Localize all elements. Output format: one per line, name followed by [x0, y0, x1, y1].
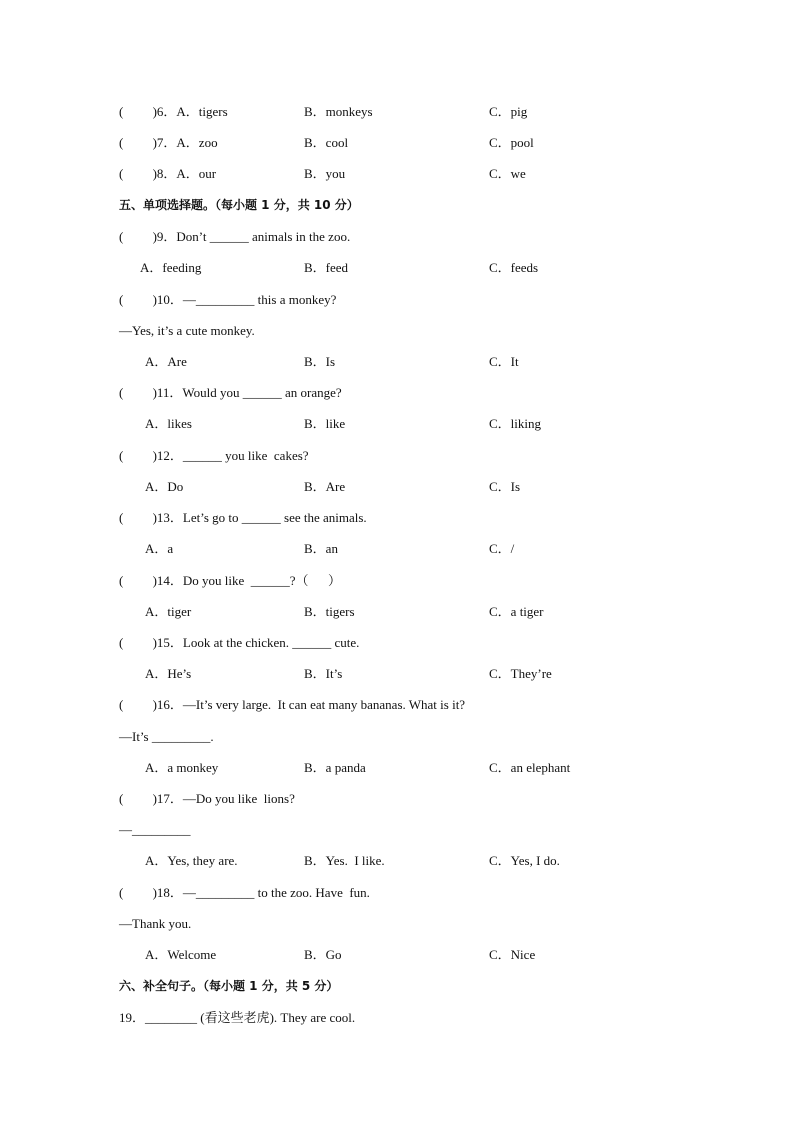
option-c: C．It [489, 354, 519, 369]
question-line [0, 570, 794, 592]
question-text: ( )12．______ you like cakes? [119, 448, 309, 463]
option-b: B．tigers [304, 604, 355, 619]
option-c: C．Nice [489, 947, 536, 962]
question-line [0, 726, 794, 748]
question-line [0, 850, 794, 872]
question-line [0, 757, 794, 779]
question-line [0, 1007, 794, 1029]
question-option-a: ( )8．A．our [119, 166, 217, 181]
question-text: 19．________ (看这些老虎). They are cool. [119, 1010, 356, 1025]
question-text: ( )17．—Do you like lions? [119, 791, 295, 806]
option-c: C．They’re [489, 666, 552, 681]
question-text: ( )14．Do you like ______?（ ） [119, 573, 342, 588]
option-a: A．a monkey [145, 760, 219, 775]
question-line [0, 163, 794, 185]
question-line [0, 913, 794, 935]
option-c: C．a tiger [489, 604, 544, 619]
question-text: —Thank you. [119, 916, 192, 931]
question-line [0, 538, 794, 560]
section-title: 六、补全句子。（每小题 1 分，共 5 分） [119, 979, 339, 993]
option-b: B．feed [304, 260, 349, 275]
option-b: B．Go [304, 947, 342, 962]
option-a: A．He’s [145, 666, 192, 681]
question-text: ( )11．Would you ______ an orange? [119, 385, 342, 400]
section-heading [0, 975, 794, 997]
question-line [0, 226, 794, 248]
question-text: ( )9．Don’t ______ animals in the zoo. [119, 229, 351, 244]
question-line [0, 445, 794, 467]
option-b: B．monkeys [304, 104, 373, 119]
option-a: A．feeding [140, 260, 202, 275]
question-line [0, 944, 794, 966]
option-c: C．/ [489, 541, 515, 556]
option-b: B．Yes. I like. [304, 853, 385, 868]
question-line [0, 101, 794, 123]
question-line [0, 289, 794, 311]
option-c: C．an elephant [489, 760, 571, 775]
question-line [0, 257, 794, 279]
question-line [0, 351, 794, 373]
question-text: —It’s _________. [119, 729, 214, 744]
question-line [0, 694, 794, 716]
question-text: —Yes, it’s a cute monkey. [119, 323, 255, 338]
option-a: A．tiger [145, 604, 192, 619]
question-text: ( )10．—_________ this a monkey? [119, 292, 337, 307]
question-option-a: ( )7．A．zoo [119, 135, 218, 150]
option-b: B．like [304, 416, 346, 431]
question-line [0, 476, 794, 498]
question-text: ( )13．Let’s go to ______ see the animals. [119, 510, 367, 525]
option-c: C．Is [489, 479, 521, 494]
option-a: A．Do [145, 479, 184, 494]
option-a: A．likes [145, 416, 192, 431]
option-a: A．Yes, they are. [145, 853, 238, 868]
question-line [0, 601, 794, 623]
option-b: B．Are [304, 479, 346, 494]
section-heading [0, 194, 794, 216]
option-c: C．Yes, I do. [489, 853, 560, 868]
question-line [0, 320, 794, 342]
option-a: A．Welcome [145, 947, 217, 962]
question-line [0, 413, 794, 435]
question-text: ( )16．—It’s very large. It can eat many bananas. What is it? [119, 697, 466, 712]
option-c: C．pool [489, 135, 534, 150]
option-b: B．you [304, 166, 346, 181]
question-line [0, 632, 794, 654]
option-b: B．Is [304, 354, 336, 369]
option-a: A．a [145, 541, 174, 556]
question-text: ( )15．Look at the chicken. ______ cute. [119, 635, 360, 650]
question-line [0, 132, 794, 154]
question-line [0, 382, 794, 404]
question-option-a: ( )6．A．tigers [119, 104, 228, 119]
question-line [0, 507, 794, 529]
section-title: 五、单项选择题。（每小题 1 分，共 10 分） [119, 198, 359, 212]
question-line [0, 663, 794, 685]
question-line [0, 882, 794, 904]
option-b: B．It’s [304, 666, 343, 681]
option-b: B．cool [304, 135, 349, 150]
question-text: ( )18．—_________ to the zoo. Have fun. [119, 885, 370, 900]
option-b: B．an [304, 541, 338, 556]
question-line [0, 819, 794, 841]
option-c: C．we [489, 166, 526, 181]
option-c: C．pig [489, 104, 528, 119]
option-c: C．liking [489, 416, 542, 431]
question-text: —_________ [119, 822, 191, 837]
option-a: A．Are [145, 354, 187, 369]
option-c: C．feeds [489, 260, 539, 275]
option-b: B．a panda [304, 760, 366, 775]
question-line [0, 788, 794, 810]
